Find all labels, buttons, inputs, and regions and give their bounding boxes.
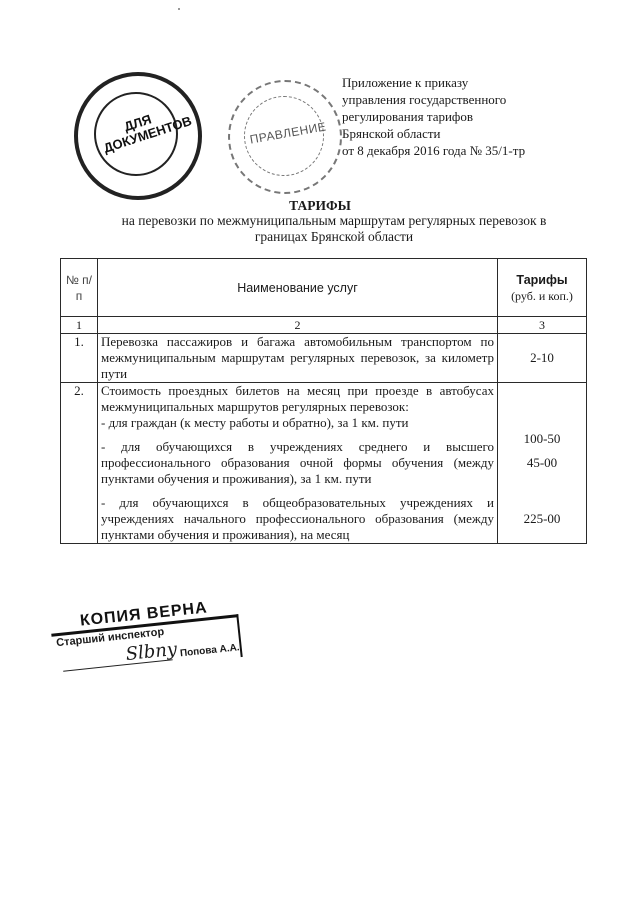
certified-copy-stamp xyxy=(49,594,241,677)
service-intro: Стоимость проездных билетов на месяц при проезде в автобусах межмуниципальных маршрутов регулярных перевозок: xyxy=(101,383,494,414)
header-line: от 8 декабря 2016 года № 35/1-тр xyxy=(342,143,526,158)
service-item: - для граждан (к месту работы и обратно), за 1 км. пути xyxy=(101,415,409,430)
tariff-value: 2-10 xyxy=(498,334,587,383)
header-tariff-unit: (руб. и коп.) xyxy=(511,288,573,303)
copy-stamp-role: Старший инспектор xyxy=(55,626,165,650)
document-subtitle: на перевозки по межмуниципальным маршрутам регулярных перевозок в границах Брянской области xyxy=(121,213,547,244)
seal-text: ДЛЯ ДОКУМЕНТОВ xyxy=(101,111,194,156)
table-header-row xyxy=(61,259,587,317)
row-number: 1. xyxy=(61,334,98,383)
copy-stamp-title: КОПИЯ ВЕРНА xyxy=(79,599,209,630)
tariff-value: 45-00 xyxy=(526,455,558,470)
tariff-values xyxy=(498,383,587,544)
header-num: № п/п xyxy=(61,259,98,317)
round-seal-right xyxy=(228,80,342,194)
header-line: Брянской области xyxy=(342,126,441,141)
document-title: ТАРИФЫ xyxy=(289,198,351,213)
column-index: 3 xyxy=(498,317,587,334)
column-index: 2 xyxy=(98,317,498,334)
handwritten-signature: Slbny xyxy=(124,638,179,666)
service-item: - для обучающихся в учреждениях среднего и высшего профессионального образования очной формы обучения (между пунктами обучения и проживания), за 1 км. пути xyxy=(101,439,494,486)
column-index-row xyxy=(61,317,587,334)
service-name: Перевозка пассажиров и багажа автомобильным транспортом по межмуниципальным маршрутам регулярных перевозок, за километр пути xyxy=(98,334,498,383)
header-line: регулирования тарифов xyxy=(342,109,473,124)
tariff-value: 100-50 xyxy=(523,431,561,446)
header-name: Наименование услуг xyxy=(98,259,498,317)
header-line: управления государственного xyxy=(342,92,507,107)
tariff-value: 225-00 xyxy=(523,511,561,526)
service-description xyxy=(98,383,498,544)
table-row xyxy=(61,334,587,383)
header-line: Приложение к приказу xyxy=(342,75,469,90)
header-tariff xyxy=(498,259,587,317)
order-reference xyxy=(342,74,622,159)
seal-text: ПРАВЛЕНИЕ xyxy=(248,119,328,147)
round-seal-left xyxy=(74,72,202,200)
service-item: - для обучающихся в общеобразовательных учреждениях и учреждениях начального профессионального образования (между пунктами обучения и проживания), на месяц xyxy=(101,495,494,542)
tariffs-table xyxy=(60,258,587,544)
table-row xyxy=(61,383,587,544)
copy-stamp-person: Попова А.А. xyxy=(179,642,241,660)
row-number: 2. xyxy=(61,383,98,544)
column-index: 1 xyxy=(61,317,98,334)
header-tariff-title: Тарифы xyxy=(516,272,568,287)
scan-speck xyxy=(178,8,180,10)
